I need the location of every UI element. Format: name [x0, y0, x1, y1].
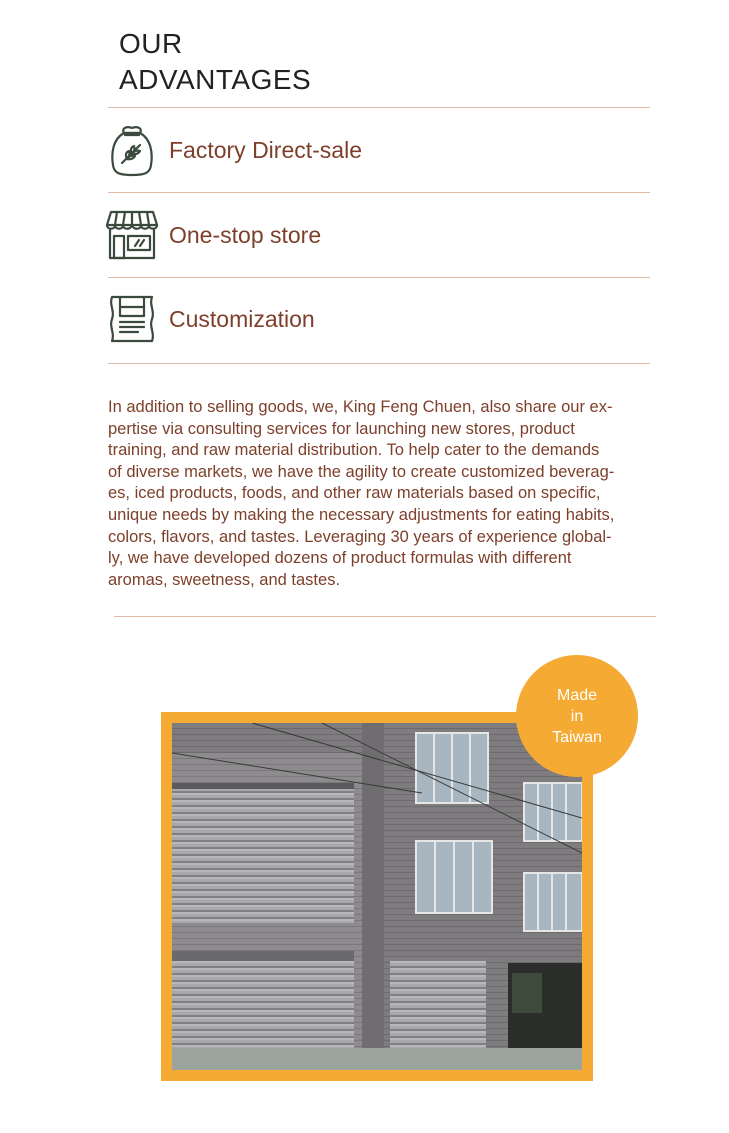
- divider: [108, 363, 650, 364]
- badge-line3: Taiwan: [552, 728, 602, 746]
- factory-photo-frame: [161, 712, 593, 1081]
- description-line: es, iced products, foods, and other raw materials based on specific,: [108, 484, 601, 503]
- description-line: ly, we have developed dozens of product formulas with different: [108, 549, 572, 568]
- advantage-customization: [105, 289, 650, 349]
- description-line: colors, flavors, and tastes. Leveraging 30 years of experience global-: [108, 527, 612, 546]
- storefront-icon: [105, 208, 159, 262]
- divider: [108, 107, 650, 108]
- badge-line1: Made: [556, 686, 598, 704]
- section-title-line2: ADVANTAGES: [119, 64, 312, 95]
- section-title-line1: OUR: [119, 28, 183, 59]
- description-line: pertise via consulting services for launching new stores, product: [108, 419, 575, 438]
- document-icon: [105, 292, 159, 346]
- description-line: of diverse markets, we have the agility to create customized beverag-: [108, 462, 615, 481]
- divider: [108, 277, 650, 278]
- advantage-label: One-stop store: [169, 221, 322, 248]
- section-title: [119, 26, 311, 98]
- advantage-label: Customization: [169, 305, 315, 332]
- factory-building-photo: [172, 723, 582, 1070]
- description-line: In addition to selling goods, we, King Feng Chuen, also share our ex-: [108, 398, 613, 416]
- description-line: aromas, sweetness, and tastes.: [108, 570, 341, 589]
- description-line: unique needs by making the necessary adjustments for eating habits,: [108, 505, 615, 524]
- advantage-label: Factory Direct-sale: [169, 136, 362, 163]
- divider: [114, 616, 656, 617]
- advantage-factory-direct-sale: [105, 120, 650, 180]
- grain-sack-icon: [105, 123, 159, 177]
- divider: [108, 192, 650, 193]
- made-in-taiwan-badge: [516, 655, 638, 777]
- description-paragraph: [108, 397, 668, 591]
- badge-line2: in: [570, 707, 584, 725]
- advantage-one-stop-store: [105, 205, 650, 265]
- description-line: training, and raw material distribution. To help cater to the demands: [108, 441, 600, 460]
